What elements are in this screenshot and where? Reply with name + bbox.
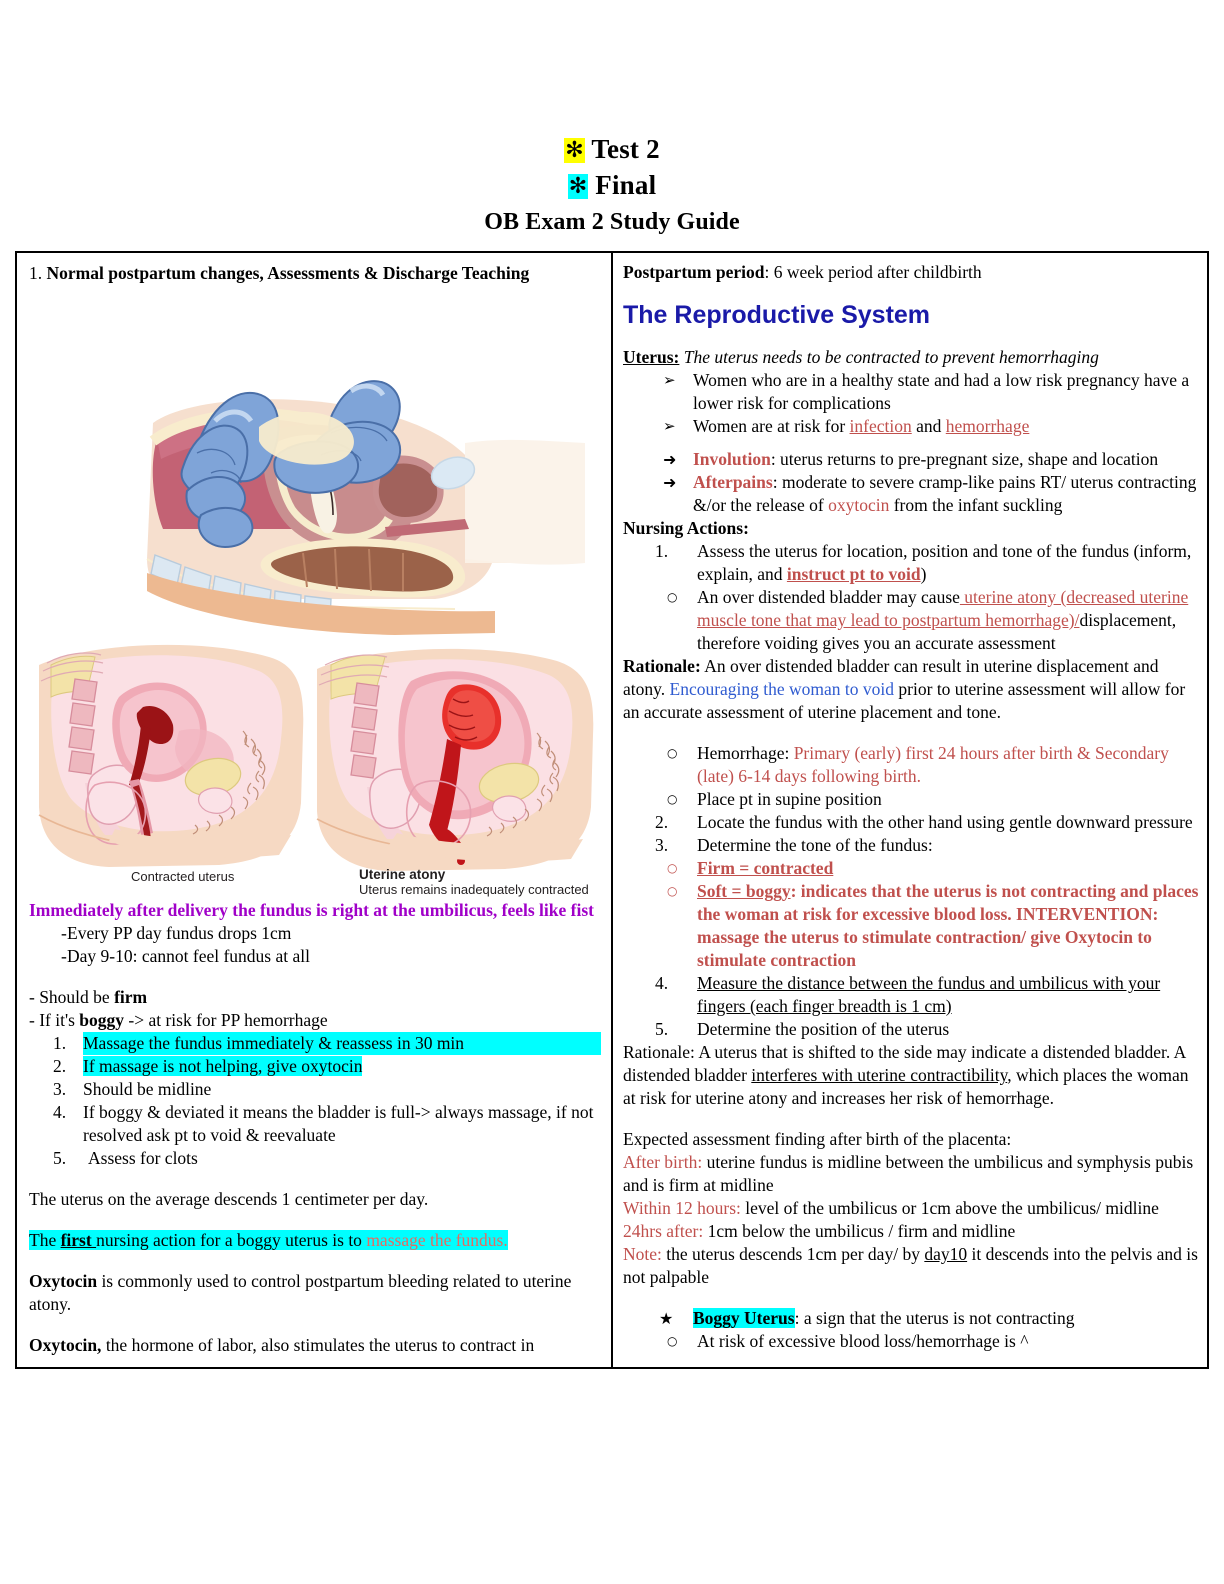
immediately-after-delivery-note: Immediately after delivery the fundus is right at the umbilicus, feels like fist xyxy=(29,900,594,920)
first-action-highlight xyxy=(29,1230,508,1250)
note-label: Note: xyxy=(623,1244,662,1264)
list-item-number: 1. xyxy=(53,1033,67,1053)
boggy-uterus-item xyxy=(623,1307,1199,1330)
risk-conjunction: and xyxy=(911,416,946,436)
afterpains-definition-a: : moderate to severe cramp-like pains RT/ uterus contracting &/or the release of xyxy=(693,472,1197,515)
list-item-number: 5. xyxy=(655,1019,669,1039)
contracted-uterus-caption: Contracted uterus xyxy=(131,869,235,884)
circle-bullet-icon: ○ xyxy=(667,792,678,806)
after-birth-line xyxy=(623,1151,1199,1197)
rationale-paragraph-2 xyxy=(623,1041,1199,1110)
hemorrhage-label: Hemorrhage: xyxy=(697,743,790,763)
rationale-text-a: An over distended bladder can result in uterine displacement and atony. xyxy=(623,656,1159,699)
spacer xyxy=(29,1316,601,1334)
dash-marker: - xyxy=(61,946,67,966)
fundal-massage-illustration xyxy=(29,291,601,641)
after-birth-label: After birth: xyxy=(623,1152,703,1172)
list-item-label: Measure the distance between the fundus and umbilicus with your fingers (each finger breadth is 1 cm) xyxy=(697,973,1161,1016)
spacer xyxy=(623,724,1199,742)
list-item-label: Determine the tone of the fundus: xyxy=(697,835,933,855)
spacer xyxy=(29,968,601,986)
boggy-risk-line xyxy=(29,1009,601,1032)
after-24-hours-line xyxy=(623,1220,1199,1243)
list-item xyxy=(623,448,1199,471)
spacer xyxy=(29,1170,601,1188)
list-item-label: Determine the position of the uterus xyxy=(697,1019,950,1039)
assess-uterus-text: Assess the uterus for location, position and tone of the fundus (inform, explain, and xyxy=(697,541,1192,584)
figure-fundal-massage xyxy=(29,291,601,641)
fundus-tone-sublist xyxy=(623,857,1199,972)
left-heading-text: Normal postpartum changes, Assessments & Discharge Teaching xyxy=(46,263,530,283)
star-bullet-icon: ★ xyxy=(659,1309,674,1328)
list-item-label xyxy=(697,857,1199,880)
boggy-uterus-keyword: Boggy Uterus xyxy=(693,1308,795,1328)
list-item xyxy=(623,857,1199,880)
after-24-hours-text: 1cm below the umbilicus / firm and midline xyxy=(703,1221,1016,1241)
within-12-hours-line xyxy=(623,1197,1199,1220)
boggy-steps-list xyxy=(29,1032,601,1170)
afterpains-term: Afterpains xyxy=(693,472,773,492)
list-item-label: Place pt in supine position xyxy=(697,789,882,809)
distended-bladder-text-a: An over distended bladder may cause xyxy=(697,587,960,607)
content-table xyxy=(15,251,1209,1369)
within-12-hours-label: Within 12 hours: xyxy=(623,1198,741,1218)
list-item xyxy=(623,742,1199,788)
after-24-hours-label: 24hrs after: xyxy=(623,1221,704,1241)
afterpains-definition-b: from the infant suckling xyxy=(889,495,1063,515)
first-nursing-action-line xyxy=(29,1229,601,1252)
spacer xyxy=(29,1211,601,1229)
list-item-label: Women who are in a healthy state and had a low risk pregnancy have a lower risk for complications xyxy=(693,370,1190,413)
list-item xyxy=(623,1330,1199,1353)
list-item-label xyxy=(697,880,1199,972)
firm-contracted-keyword: Firm = contracted xyxy=(697,858,834,878)
first-action-mid: nursing action for a boggy uterus is to xyxy=(96,1230,367,1250)
list-item xyxy=(623,834,1199,857)
list-item-label xyxy=(693,1307,1199,1330)
list-item xyxy=(29,1078,601,1101)
hemorrhage-sublist xyxy=(623,742,1199,811)
rationale-2-text-a: A uterus that is shifted to the side may indicate a distended bladder. A distended bladder xyxy=(623,1042,1186,1085)
list-item-number: 3. xyxy=(655,835,669,855)
page-title: OB Exam 2 Study Guide xyxy=(484,209,740,235)
list-item-label: Should be midline xyxy=(83,1079,212,1099)
day10-keyword: day10 xyxy=(924,1244,968,1264)
list-item-label xyxy=(693,415,1199,438)
uterus-label: Uterus: xyxy=(623,347,680,367)
list-item-number: 3. xyxy=(53,1079,67,1099)
list-item xyxy=(623,369,1199,415)
risk-prefix: Women are at risk for xyxy=(693,416,850,436)
rationale-text-b: prior to uterine assessment will allow for an accurate assessment of uterine placement and tone. xyxy=(623,679,1186,722)
nursing-actions-list xyxy=(623,540,1199,586)
list-item xyxy=(29,1055,601,1078)
boggy-uterus-definition: : a sign that the uterus is not contracting xyxy=(794,1308,1075,1328)
boggy-uterus-sublist xyxy=(623,1330,1199,1353)
spacer xyxy=(623,1289,1199,1307)
figure-contracted-uterus xyxy=(29,635,309,897)
contractibility-phrase: interferes with uterine contractibility xyxy=(751,1065,1008,1085)
uterus-definition-line xyxy=(623,346,1199,369)
rationale-label-2: Rationale: xyxy=(623,1042,695,1062)
boggy-suffix: -> at risk for PP hemorrhage xyxy=(124,1010,328,1030)
document-header xyxy=(0,0,1224,238)
oxytocin-paragraph-1-text: is commonly used to control postpartum bleeding related to uterine atony. xyxy=(29,1271,572,1314)
oxytocin-paragraph-2-text: the hormone of labor, also stimulates the uterus to contract in xyxy=(101,1335,535,1355)
list-item xyxy=(623,540,1199,586)
circle-bullet-icon: ○ xyxy=(667,590,678,604)
list-item xyxy=(623,788,1199,811)
list-item xyxy=(623,1018,1199,1041)
first-action-prefix: The xyxy=(29,1230,61,1250)
should-be-prefix: - Should be xyxy=(29,987,115,1007)
soft-boggy-keyword: Soft = boggy xyxy=(697,881,791,901)
first-keyword: first xyxy=(60,1230,97,1250)
rationale-paragraph-1 xyxy=(623,655,1199,724)
oxytocin-keyword: Oxytocin xyxy=(29,1271,98,1291)
uterus-descends-line: The uterus on the average descends 1 centimeter per day. xyxy=(29,1189,429,1209)
hemorrhage-keyword: hemorrhage xyxy=(945,416,1030,436)
list-item xyxy=(623,471,1199,517)
list-item xyxy=(623,1307,1199,1330)
list-item-label: Assess for clots xyxy=(88,1148,198,1168)
instruct-pt-to-void-keyword: instruct pt to void xyxy=(786,564,921,584)
uterine-atony-illustration xyxy=(309,635,601,897)
postpartum-period-label: Postpartum period xyxy=(623,262,765,282)
arrow-bullet-icon: ➢ xyxy=(663,371,676,389)
after-birth-text: uterine fundus is midline between the umbilicus and symphysis pubis and is firm at midline xyxy=(623,1152,1194,1195)
nursing-actions-label: Nursing Actions: xyxy=(623,518,749,538)
rationale-label: Rationale: xyxy=(623,656,701,676)
firm-keyword: firm xyxy=(114,987,148,1007)
oxytocin-keyword: oxytocin xyxy=(828,495,890,515)
soft-boggy-description: : indicates that the uterus is not contracting and places the woman at risk for excessive blood loss. INTERVENTION: massage the uterus to stimulate contraction/ give Oxytocin to stimulate contraction xyxy=(697,881,1199,970)
spacer xyxy=(29,1252,601,1270)
uterine-atony-definition: uterine atony (decreased uterine muscle tone that may lead to postpartum hemorrhage)/ xyxy=(697,587,1189,630)
oxytocin-paragraph-2 xyxy=(29,1334,601,1357)
boggy-prefix: - If it's xyxy=(29,1010,80,1030)
list-item-label xyxy=(697,586,1199,655)
note-text-a: the uterus descends 1cm per day/ by xyxy=(661,1244,925,1264)
header-test2-line xyxy=(0,132,1224,168)
uterine-atony-caption-sub: Uterus remains inadequately contracted xyxy=(359,882,589,897)
spacer xyxy=(623,438,1199,448)
header-final-label: Final xyxy=(595,170,657,200)
list-item-label xyxy=(693,448,1199,471)
list-item-label-wrap xyxy=(83,1055,601,1078)
encouraging-void-phrase: Encouraging the woman to void xyxy=(669,679,895,699)
distended-bladder-text-b: displacement, therefore voiding gives you an accurate assessment xyxy=(697,610,1177,653)
section-heading-reproductive-system: The Reproductive System xyxy=(623,301,931,329)
list-item xyxy=(623,811,1199,834)
list-item-label xyxy=(693,471,1199,517)
involution-definition: : uterus returns to pre-pregnant size, shape and location xyxy=(770,449,1159,469)
expected-assessment-label: Expected assessment finding after birth of the placenta: xyxy=(623,1129,1012,1149)
list-item-number: 4. xyxy=(53,1102,67,1122)
list-item-label: Day 9-10: cannot feel fundus at all xyxy=(67,946,310,966)
arrow-right-icon: ➜ xyxy=(663,473,677,492)
should-be-firm-line xyxy=(29,986,601,1009)
assess-uterus-close-paren: ) xyxy=(920,564,927,584)
list-item-label: Locate the fundus with the other hand using gentle downward pressure xyxy=(697,812,1193,832)
list-item xyxy=(623,415,1199,438)
rationale-2-text-b: , which places the woman at risk for uterine atony and increases her risk of hemorrhage. xyxy=(623,1065,1189,1108)
list-item-label: If boggy & deviated it means the bladder is full-> always massage, if not resolved ask pt to void & reevaluate xyxy=(83,1102,594,1145)
involution-afterpains-list xyxy=(623,448,1199,517)
note-text-b: it descends into the pelvis and is not palpable xyxy=(623,1244,1198,1287)
list-item-label xyxy=(697,742,1199,788)
uterus-bullet-list xyxy=(623,369,1199,438)
hemorrhage-timing-text: Primary (early) first 24 hours after birth & Secondary (late) 6-14 days following birth. xyxy=(697,743,1169,786)
list-item-number: 5. xyxy=(53,1148,67,1168)
infection-keyword: infection xyxy=(849,416,912,436)
dash-marker: - xyxy=(61,923,67,943)
asterisk-marker-cyan: ✻ xyxy=(568,174,588,199)
list-item-number: 4. xyxy=(655,973,669,993)
left-heading-number: 1. xyxy=(29,263,43,283)
list-item xyxy=(623,880,1199,972)
list-item-label: If massage is not helping, give oxytocin xyxy=(83,1056,363,1076)
nursing-actions-list-cont xyxy=(623,811,1199,857)
arrow-right-icon: ➜ xyxy=(663,450,677,469)
massage-the-fundus-phrase: massage the fundus. xyxy=(366,1230,508,1250)
spacer xyxy=(623,1110,1199,1128)
within-12-hours-text: level of the umbilicus or 1cm above the umbilicus/ midline xyxy=(740,1198,1159,1218)
right-column xyxy=(613,253,1207,1367)
list-item-label xyxy=(697,540,1199,586)
boggy-keyword: boggy xyxy=(79,1010,125,1030)
list-item-number: 1. xyxy=(655,541,669,561)
uterine-atony-caption-title: Uterine atony xyxy=(359,867,446,882)
list-item-label: At risk of excessive blood loss/hemorrhage is ^ xyxy=(697,1331,1029,1351)
nursing-actions-list-cont2 xyxy=(623,972,1199,1041)
list-item xyxy=(29,922,601,945)
header-final-line xyxy=(0,168,1224,204)
list-item-number: 2. xyxy=(655,812,669,832)
oxytocin-keyword-2: Oxytocin, xyxy=(29,1335,102,1355)
distended-bladder-sublist xyxy=(623,586,1199,655)
list-item-label: Massage the fundus immediately & reassess in 30 min xyxy=(83,1032,601,1055)
circle-bullet-icon: ○ xyxy=(667,1334,678,1348)
arrow-bullet-icon: ➢ xyxy=(663,417,676,435)
fundus-dash-list xyxy=(29,922,601,968)
list-item xyxy=(623,972,1199,1018)
contracted-uterus-illustration xyxy=(29,635,309,887)
postpartum-period-line xyxy=(623,261,1199,284)
circle-bullet-icon: ○ xyxy=(667,861,678,875)
list-item xyxy=(623,586,1199,655)
figure-uterine-atony xyxy=(309,635,601,897)
list-item-label: Every PP day fundus drops 1cm xyxy=(67,923,292,943)
uterus-definition-text: The uterus needs to be contracted to prevent hemorrhaging xyxy=(679,347,1099,367)
oxytocin-paragraph-1 xyxy=(29,1270,601,1316)
list-item xyxy=(29,1147,601,1170)
list-item-number: 2. xyxy=(53,1056,67,1076)
left-column xyxy=(17,253,613,1367)
circle-bullet-icon: ○ xyxy=(667,746,678,760)
left-column-heading xyxy=(29,261,601,285)
list-item xyxy=(29,1032,601,1055)
list-item xyxy=(29,1101,601,1147)
asterisk-marker-yellow: ✻ xyxy=(565,138,584,163)
figure-uterus-comparison xyxy=(29,635,601,897)
note-line xyxy=(623,1243,1199,1289)
circle-bullet-icon: ○ xyxy=(667,884,678,898)
postpartum-period-text: : 6 week period after childbirth xyxy=(764,262,982,282)
header-test2-label: Test 2 xyxy=(591,134,660,164)
list-item xyxy=(29,945,601,968)
involution-term: Involution xyxy=(693,449,771,469)
